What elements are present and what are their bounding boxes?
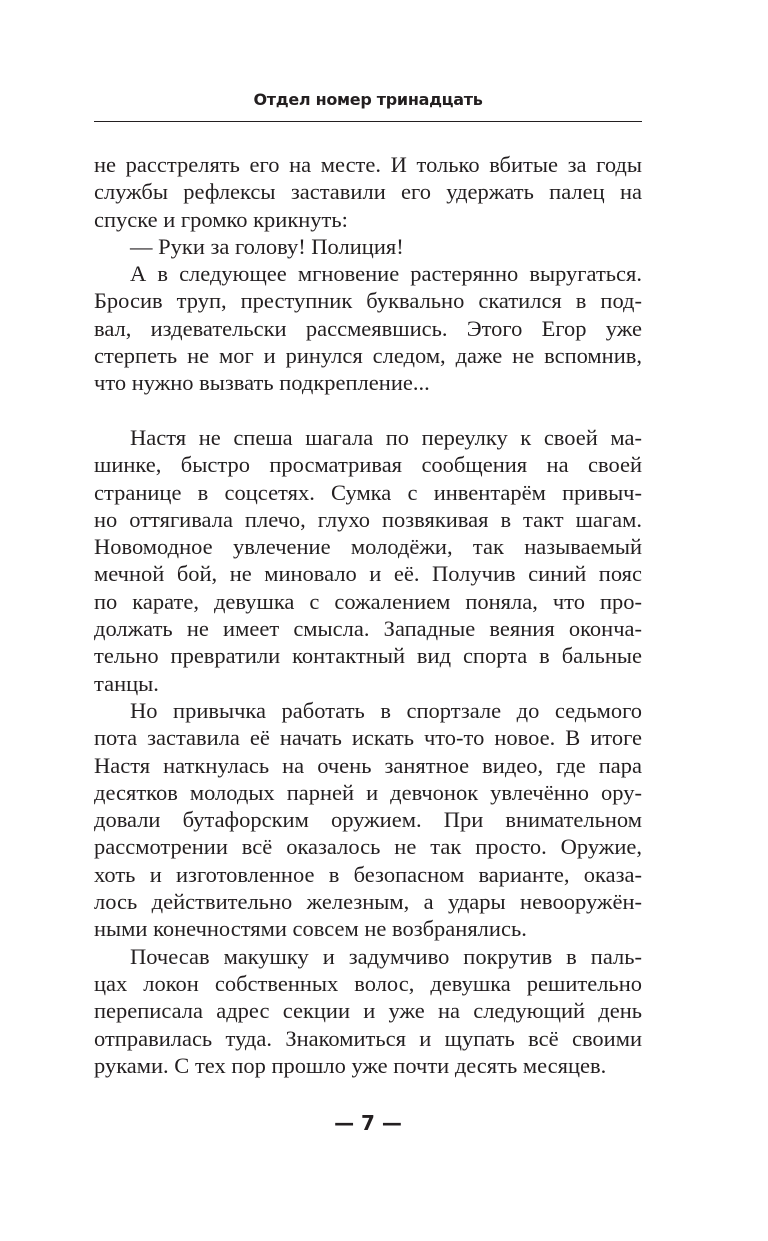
running-header: Отдел номер тринадцать bbox=[253, 90, 483, 109]
text-line: шинке, быстро просматривая сообщения на своей bbox=[94, 452, 642, 478]
text-line: — Руки за голову! Полиция! bbox=[130, 233, 404, 259]
paragraph bbox=[94, 424, 642, 697]
paragraph bbox=[94, 233, 642, 260]
text-line: лось действительно железным, а удары невооружён- bbox=[94, 889, 642, 915]
paragraph bbox=[94, 697, 642, 943]
section-break bbox=[94, 397, 642, 424]
text-line: ными конечностями совсем не возбранялись. bbox=[94, 916, 527, 942]
text-line: рассмотрении всё оказалось не так просто. Оружие, bbox=[94, 834, 642, 860]
text-line: стерпеть не мог и ринулся следом, даже не вспомнив, bbox=[94, 343, 642, 369]
paragraph bbox=[94, 943, 642, 1079]
text-line: по карате, девушка с сожалением поняла, что про- bbox=[94, 588, 642, 614]
text-line: переписала адрес секции и уже на следующий день bbox=[94, 998, 642, 1024]
paragraph bbox=[94, 151, 642, 233]
text-line: довали бутафорским оружием. При внимательном bbox=[94, 807, 642, 833]
text-line: службы рефлексы заставили его удержать палец на bbox=[94, 179, 642, 205]
paragraph bbox=[94, 260, 642, 396]
text-line: руками. С тех пор прошло уже почти десять месяцев. bbox=[94, 1052, 607, 1078]
text-line: спуске и громко крикнуть: bbox=[94, 206, 348, 232]
text-line: цах локон собственных волос, девушка решительно bbox=[94, 970, 642, 996]
page-number: — 7 — bbox=[334, 1111, 402, 1135]
text-line: десятков молодых парней и девчонок увлечённо ору- bbox=[94, 779, 642, 805]
text-line: но оттягивала плечо, глухо позвякивая в такт шагам. bbox=[94, 506, 642, 532]
text-line: А в следующее мгновение растерянно выругаться. bbox=[130, 261, 642, 287]
text-line: должать не имеет смысла. Западные веяния оконча- bbox=[94, 616, 642, 642]
text-line: не расстрелять его на месте. И только вбитые за годы bbox=[94, 152, 642, 177]
text-line: Почесав макушку и задумчиво покрутив в паль- bbox=[130, 943, 642, 969]
text-line: Настя не спеша шагала по переулку к своей ма- bbox=[130, 424, 642, 450]
text-line: пота заставила её начать искать что-то новое. В итоге bbox=[94, 725, 642, 751]
text-line: Но привычка работать в спортзале до седьмого bbox=[130, 697, 642, 723]
body-text bbox=[94, 151, 642, 1079]
text-line: Бросив труп, преступник буквально скатился в под- bbox=[94, 288, 642, 314]
text-line: отправилась туда. Знакомиться и щупать всё своими bbox=[94, 1025, 642, 1051]
text-line: Настя наткнулась на очень занятное видео, где пара bbox=[94, 752, 642, 778]
header-divider bbox=[94, 121, 642, 122]
text-line: странице в соцсетях. Сумка с инвентарём привыч- bbox=[94, 479, 642, 505]
text-line: тельно превратили контактный вид спорта в бальные bbox=[94, 643, 642, 669]
text-line: Новомодное увлечение молодёжи, так называемый bbox=[94, 534, 642, 560]
text-line: мечной бой, не миновало и её. Получив синий пояс bbox=[94, 561, 642, 587]
text-line: что нужно вызвать подкрепление... bbox=[94, 370, 430, 396]
text-line: танцы. bbox=[94, 670, 159, 696]
text-line: хоть и изготовленное в безопасном варианте, оказа- bbox=[94, 861, 642, 887]
text-line: вал, издевательски рассмеявшись. Этого Егор уже bbox=[94, 315, 642, 341]
